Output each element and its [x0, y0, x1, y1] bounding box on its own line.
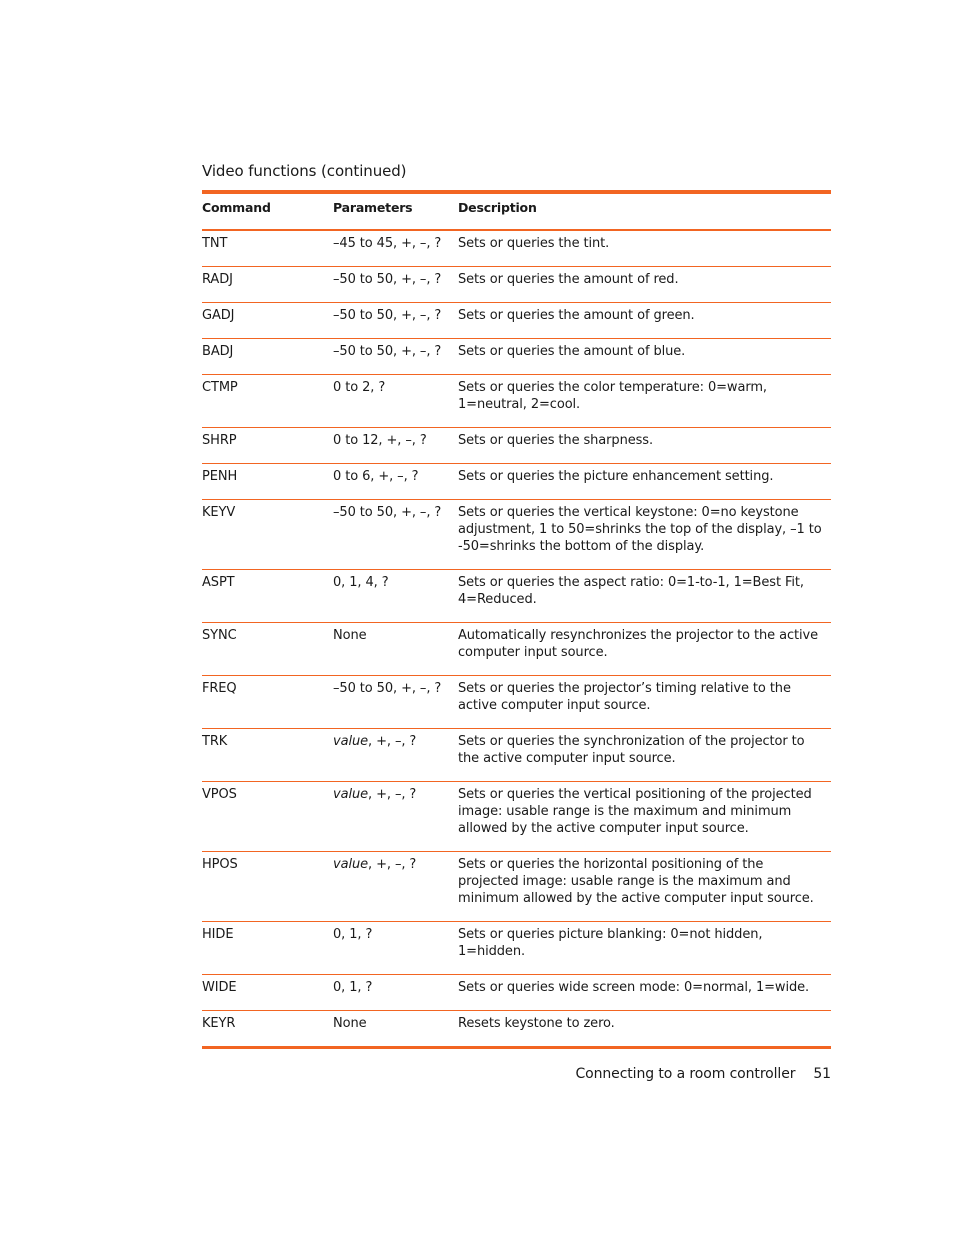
parameters-cell — [333, 500, 458, 570]
command-cell: FREQ — [202, 676, 333, 729]
parameter-placeholder: value — [333, 857, 369, 872]
command-cell: HPOS — [202, 852, 333, 922]
table-row — [202, 975, 831, 1011]
command-cell: VPOS — [202, 782, 333, 852]
parameters-cell — [333, 852, 458, 922]
description-cell: Sets or queries the vertical keystone: 0=no keystone adjustment, 1 to 50=shrinks the top of the display, –1 to -50=shrinks the bottom of the display. — [458, 500, 831, 570]
table-row — [202, 230, 831, 267]
description-cell: Sets or queries the amount of green. — [458, 303, 831, 339]
table-row — [202, 922, 831, 975]
parameter-text: 0 to 2, ? — [333, 380, 386, 395]
table-row — [202, 729, 831, 782]
command-cell: HIDE — [202, 922, 333, 975]
table-row — [202, 782, 831, 852]
parameter-placeholder: value — [333, 787, 369, 802]
parameter-text: –45 to 45, +, –, ? — [333, 236, 442, 251]
command-cell: SHRP — [202, 428, 333, 464]
table-row — [202, 303, 831, 339]
table-row — [202, 428, 831, 464]
description-cell: Resets keystone to zero. — [458, 1016, 615, 1031]
parameters-cell — [333, 922, 458, 975]
table-row — [202, 623, 831, 676]
parameters-cell — [333, 339, 458, 375]
parameter-text: –50 to 50, +, –, ? — [333, 308, 442, 323]
page-footer — [576, 1066, 832, 1082]
parameter-text: 0 to 6, +, –, ? — [333, 469, 419, 484]
parameter-text: None — [333, 1016, 367, 1031]
command-cell: KEYR — [202, 1016, 236, 1031]
parameter-text: –50 to 50, +, –, ? — [333, 681, 442, 696]
table-header-row — [202, 194, 831, 230]
parameters-cell — [333, 782, 458, 852]
parameters-cell — [333, 230, 458, 267]
parameter-text: –50 to 50, +, –, ? — [333, 505, 442, 520]
table-row — [202, 570, 831, 623]
command-cell: ASPT — [202, 570, 333, 623]
table-row — [202, 464, 831, 500]
footer-section-title: Connecting to a room controller — [575, 1066, 796, 1082]
command-cell: GADJ — [202, 303, 333, 339]
parameters-cell — [333, 676, 458, 729]
description-cell: Sets or queries the color temperature: 0=warm, 1=neutral, 2=cool. — [458, 375, 831, 428]
parameter-text: 0, 1, 4, ? — [333, 575, 389, 590]
table-caption: Video functions (continued) — [202, 162, 407, 180]
description-cell: Sets or queries wide screen mode: 0=normal, 1=wide. — [458, 975, 831, 1011]
parameter-placeholder: value — [333, 734, 369, 749]
parameter-text: –50 to 50, +, –, ? — [333, 344, 442, 359]
command-cell: WIDE — [202, 975, 333, 1011]
table-row — [202, 339, 831, 375]
parameter-text: 0, 1, ? — [333, 980, 373, 995]
parameter-text: , +, –, ? — [368, 857, 417, 872]
parameter-text: 0, 1, ? — [333, 927, 373, 942]
parameters-cell — [333, 1011, 458, 1047]
table-row — [202, 676, 831, 729]
description-cell: Sets or queries the sharpness. — [458, 428, 831, 464]
table-row — [202, 1011, 831, 1047]
description-cell: Sets or queries the synchronization of the projector to the active computer input source. — [458, 729, 831, 782]
table-row — [202, 375, 831, 428]
command-cell: SYNC — [202, 623, 333, 676]
command-cell: TRK — [202, 729, 333, 782]
description-cell: Sets or queries the amount of red. — [458, 267, 831, 303]
description-cell: Sets or queries the projector’s timing relative to the active computer input source. — [458, 676, 831, 729]
description-cell: Sets or queries the amount of blue. — [458, 339, 831, 375]
page-number: 51 — [813, 1066, 831, 1082]
description-cell: Sets or queries the aspect ratio: 0=1-to-1, 1=Best Fit, 4=Reduced. — [458, 570, 831, 623]
parameter-text: 0 to 12, +, –, ? — [333, 433, 427, 448]
command-cell: CTMP — [202, 375, 333, 428]
header-command: Command — [202, 194, 333, 230]
parameters-cell — [333, 729, 458, 782]
description-cell: Sets or queries the tint. — [458, 230, 831, 267]
table-row — [202, 267, 831, 303]
parameters-cell — [333, 303, 458, 339]
command-cell: BADJ — [202, 339, 333, 375]
command-cell: KEYV — [202, 500, 333, 570]
parameters-cell — [333, 464, 458, 500]
description-cell: Sets or queries the horizontal positioning of the projected image: usable range is the maximum and minimum allowed by the active computer input source. — [458, 852, 831, 922]
parameters-cell — [333, 428, 458, 464]
parameter-text: , +, –, ? — [368, 734, 417, 749]
parameter-text: , +, –, ? — [368, 787, 417, 802]
command-cell: PENH — [202, 464, 333, 500]
description-cell: Sets or queries picture blanking: 0=not hidden, 1=hidden. — [458, 922, 831, 975]
header-parameters: Parameters — [333, 194, 458, 230]
parameters-cell — [333, 570, 458, 623]
description-cell: Sets or queries the picture enhancement setting. — [458, 464, 831, 500]
parameter-text: –50 to 50, +, –, ? — [333, 272, 442, 287]
video-functions-table — [202, 190, 831, 1049]
parameters-cell — [333, 375, 458, 428]
command-cell: RADJ — [202, 267, 333, 303]
command-cell: TNT — [202, 230, 333, 267]
parameters-cell — [333, 623, 458, 676]
parameter-text: None — [333, 628, 367, 643]
parameters-cell — [333, 267, 458, 303]
parameters-cell — [333, 975, 458, 1011]
description-cell: Sets or queries the vertical positioning of the projected image: usable range is the maximum and minimum allowed by the active computer input source. — [458, 782, 831, 852]
description-cell: Automatically resynchronizes the projector to the active computer input source. — [458, 623, 831, 676]
table-row — [202, 852, 831, 922]
header-description: Description — [458, 194, 831, 230]
table-row — [202, 500, 831, 570]
